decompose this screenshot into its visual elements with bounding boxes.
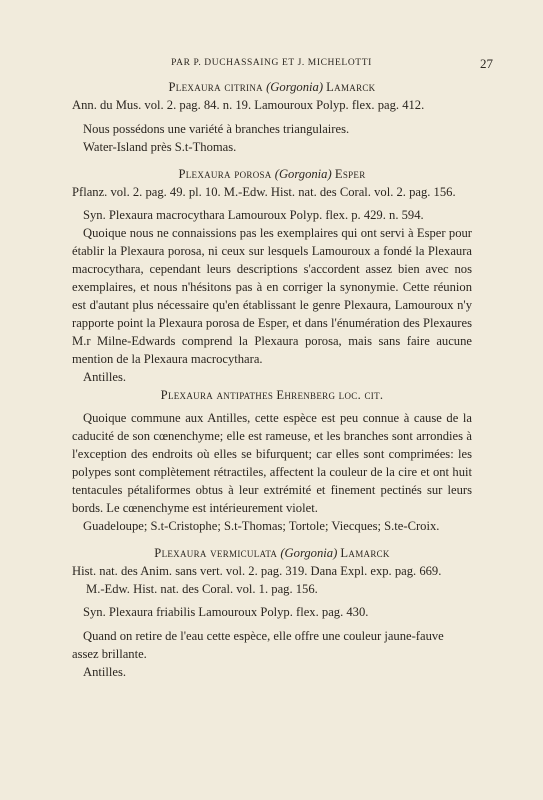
paragraph: Quoique nous ne connaissions pas les exemplaires qui ont servi à Esper pour établir la Plexaura porosa, ni ceux sur lesquels Lamouroux a fondé la Plexaura macrocythara, cependant leurs descriptions s'accordent assez bien avec nos exemplaires, et nous n'hésitons pas à en corriger la synonymie. Cette réunion est d'autant plus nécessaire qu'en établissant le genre Plexaura, Lamouroux n'y rapporte point la Plexaura porosa de Esper, et dans l'énumération des Plexaures M.r Milne-Edwards comprend la Plexaura porosa, mais sans faire aucune mention de la Plexaura macrocythara. — [72, 226, 472, 366]
locality: Water-Island près S.t-Thomas. — [83, 139, 237, 154]
paragraph: Quand on retire de l'eau cette espèce, elle offre une couleur jaune-fauve assez brillante. — [72, 629, 444, 662]
species-heading-plexaura-citrina: Plexaura citrina (Gorgonia) Lamarck — [168, 80, 376, 94]
paragraph: Nous possédons une variété à branches triangulaires. — [83, 121, 350, 136]
running-title: PAR P. DUCHASSAING ET J. MICHELOTTI — [171, 58, 372, 68]
reference-line: Ann. du Mus. vol. 2. pag. 84. n. 19. Lamouroux Polyp. flex. pag. 412. — [72, 97, 425, 112]
reference-line: Pflanz. vol. 2. pag. 49. pl. 10. M.-Edw. Hist. nat. des Coral. vol. 2. pag. 156. — [72, 184, 456, 199]
paragraph: Quoique commune aux Antilles, cette espèce est peu connue à cause de la caducité de son cœnenchyme; elle est rameuse, et les branches sont arrondies à l'exception des endroits où elles se bifurquent; car elles sont comprimées: les polypes sont complètement rétractiles, affectent la couleur de la cire et ont huit tentacules pétaliformes obtus à leur extrémité et finement pectinés sur leurs bords. Le cœnenchyme est intérieurement violet. — [72, 411, 472, 515]
reference-line: M.-Edw. Hist. nat. des Coral. vol. 1. pag. 156. — [86, 581, 318, 596]
species-heading-plexaura-antipathes: Plexaura antipathes Ehrenberg loc. cit. — [160, 387, 384, 402]
page-number: 27 — [480, 56, 493, 71]
synonym-line: Syn. Plexaura macrocythara Lamouroux Polyp. flex. p. 429. n. 594. — [83, 208, 424, 223]
reference-line: Hist. nat. des Anim. sans vert. vol. 2. pag. 319. Dana Expl. exp. pag. 669. — [72, 563, 442, 578]
synonym-line: Syn. Plexaura friabilis Lamouroux Polyp. flex. pag. 430. — [83, 605, 369, 620]
locality: Antilles. — [83, 665, 127, 680]
species-heading-plexaura-vermiculata: Plexaura vermiculata (Gorgonia) Lamarck — [154, 545, 390, 560]
locality: Antilles. — [83, 369, 127, 384]
page-text — [72, 79, 472, 682]
species-heading-plexaura-porosa: Plexaura porosa (Gorgonia) Esper — [178, 166, 366, 181]
locality: Guadeloupe; S.t-Cristophe; S.t-Thomas; Tortole; Viecques; S.te-Croix. — [83, 518, 440, 533]
